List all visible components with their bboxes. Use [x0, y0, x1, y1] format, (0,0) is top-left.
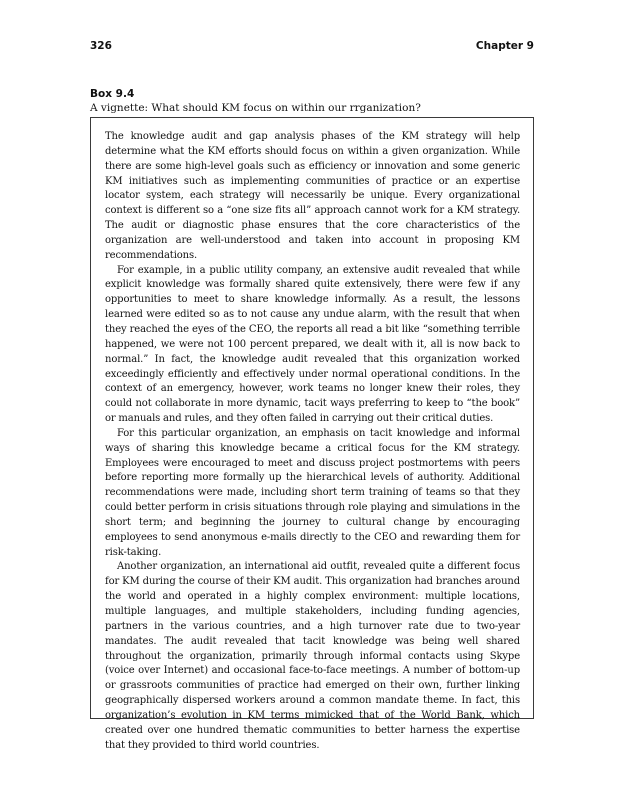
- box-paragraph: The knowledge audit and gap analysis phases of the KM strategy will help determine what the KM efforts should focus on within a given organization. While there are some high-level goals such as efficiency or innovation and some generic KM initiatives such as implementing communities of practice or an expertise locator system, each strategy will necessarily be unique. Every organizational context is different so a “one size fits all” approach cannot work for a KM strategy. The audit or diagnostic phase ensures that the core characteristics of the organization are well-understood and taken into account in proposing KM recommendations.: [105, 131, 520, 261]
- page-number: 326: [90, 40, 112, 52]
- box-number: Box 9.4: [90, 88, 135, 100]
- box-paragraph: Another organization, an international aid outfit, revealed quite a different focus for KM during the course of their KM audit. This organization had branches around the world and operated in a highly complex environment: multiple locations, multiple languages, and multiple stakeholders, including funding agencies, partners in the various countries, and a high turnover rate due to two-year mandates. The audit revealed that tacit knowledge was being well shared throughout the organization, primarily through informal contacts using Skype (voice over Internet) and occasional face-to-face meetings. A number of bottom-up or grassroots communities of practice had emerged on their own, further linking geographically dispersed workers around a common mandate theme. In fact, this organization’s evolution in KM terms mimicked that of the World Bank, which created over one hundred thematic communities to better harness the expertise that they provided to third world countries.: [105, 561, 520, 751]
- chapter-title: Chapter 9: [475, 40, 534, 52]
- box-paragraph: For example, in a public utility company, an extensive audit revealed that while explicit knowledge was formally shared quite extensively, there were few if any opportunities to meet to share knowledge informally. As a result, the lessons learned were edited so as to not cause any undue alarm, with the result that when they reached the eyes of the CEO, the reports all read a bit like “something terrible happened, we were not 100 percent prepared, we dealt with it, all is now back to normal.” In fact, the knowledge audit revealed that this organization worked exceedingly efficiently and effectively under normal operational conditions. In the context of an emergency, however, work teams no longer knew their roles, they could not collaborate in more dynamic, tacit ways preferring to keep to “the book” or manuals and rules, and they often failed in carrying out their critical duties.: [105, 264, 520, 425]
- box-frame: [90, 117, 534, 751]
- box-caption: A vignette: What should KM focus on within our rrganization?: [90, 102, 421, 114]
- box-paragraph: For this particular organization, an emphasis on tacit knowledge and informal ways of sharing this knowledge became a critical focus for the KM strategy. Employees were encouraged to meet and discuss project postmortems with peers before reporting more formally up the hierarchical levels of authority. Additional recommendations were made, including short term training of teams so that they could better perform in crisis situations through role playing and simulations in the short term; and beginning the journey to cultural change by encouraging employees to send anonymous e-mails directly to the CEO and rewarding them for risk-taking.: [105, 427, 520, 558]
- box-body: [105, 130, 520, 753]
- running-head: [90, 40, 534, 52]
